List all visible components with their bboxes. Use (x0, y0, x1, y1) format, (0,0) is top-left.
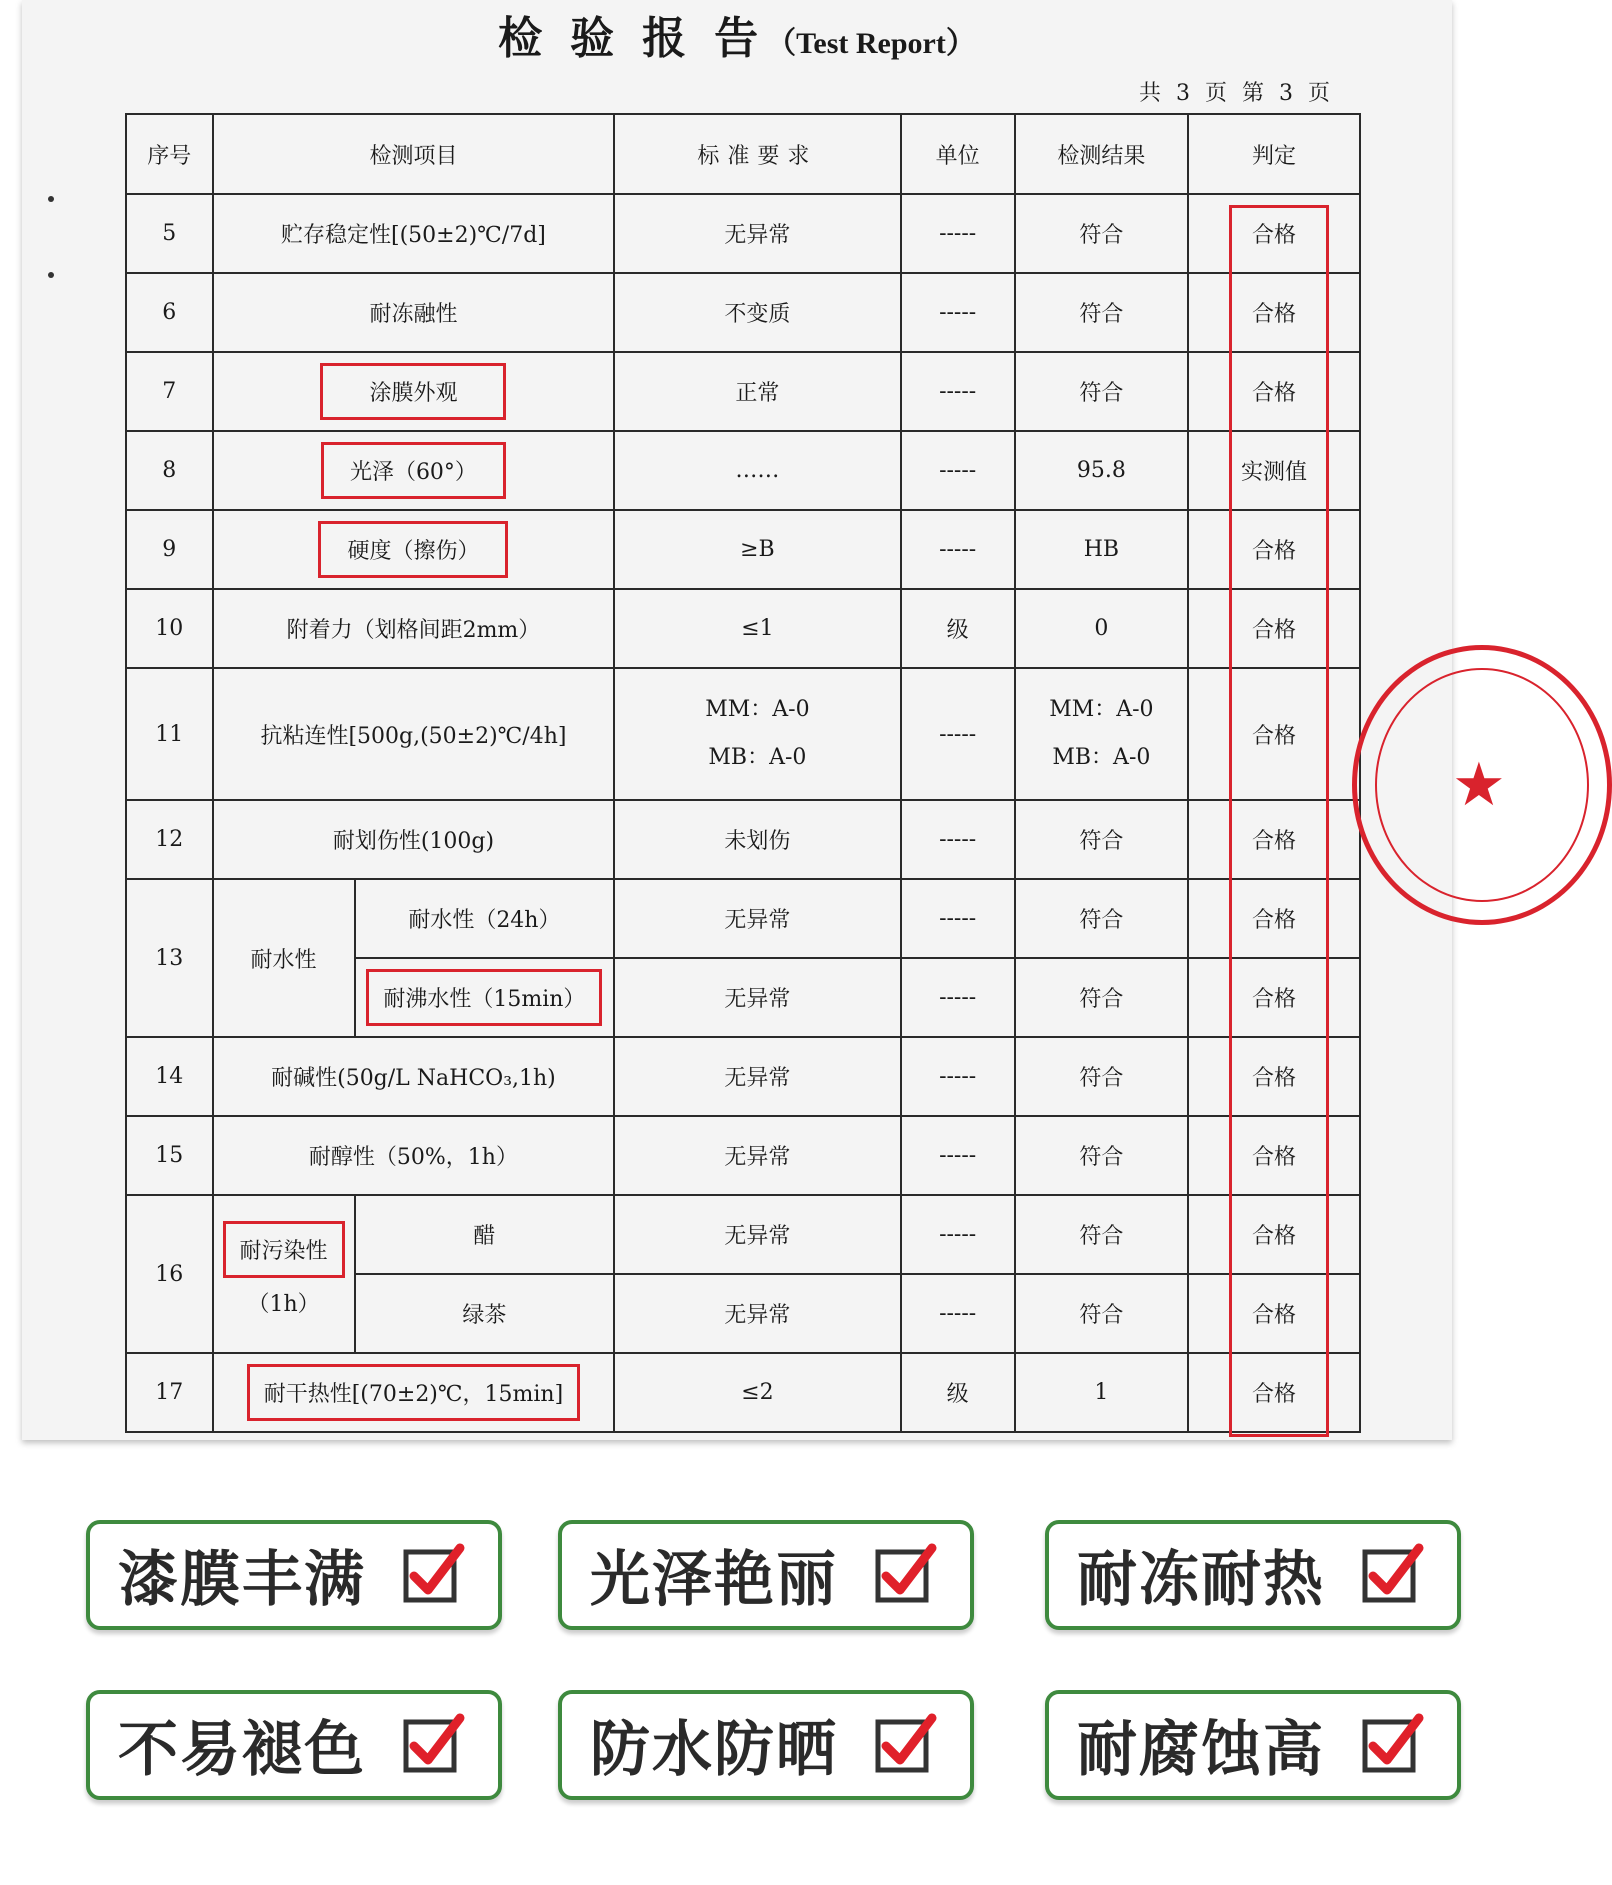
standard-cell: ≤1 (614, 589, 900, 668)
feature-badge (1045, 1520, 1461, 1630)
row-number: 13 (126, 879, 213, 1037)
test-group-sub: （1h） (247, 1292, 320, 1317)
row-number: 5 (126, 194, 213, 273)
header-unit: 单位 (901, 114, 1015, 194)
judgement-cell: 合格 (1188, 668, 1360, 800)
result-cell: 符合 (1015, 1195, 1188, 1274)
table-row (126, 431, 1360, 510)
judgement-cell: 合格 (1188, 589, 1360, 668)
test-item: 抗粘连性[500g,(50±2)℃/4h] (213, 668, 615, 800)
result-line: MB：A-0 (1052, 745, 1151, 770)
judgement-cell: 合格 (1188, 879, 1360, 958)
test-item (213, 510, 615, 589)
result-cell: 符合 (1015, 1116, 1188, 1195)
feature-badge (1045, 1690, 1461, 1800)
judgement-cell: 合格 (1188, 1116, 1360, 1195)
unit-cell: ----- (901, 510, 1015, 589)
standard-cell: 正常 (614, 352, 900, 431)
highlighted-item: 耐干热性[(70±2)℃，15min] (256, 1373, 571, 1412)
row-number: 15 (126, 1116, 213, 1195)
highlighted-item: 耐污染性 (232, 1230, 336, 1269)
unit-cell: ----- (901, 431, 1015, 510)
result-cell: 符合 (1015, 800, 1188, 879)
row-number: 16 (126, 1195, 213, 1353)
test-sub-item: 醋 (355, 1195, 615, 1274)
test-item (213, 1353, 615, 1432)
margin-dot (48, 272, 54, 278)
test-item (213, 352, 615, 431)
header-standard: 标准要求 (614, 114, 900, 194)
row-number: 7 (126, 352, 213, 431)
highlighted-item: 光泽（60°） (330, 451, 497, 490)
table-row (126, 273, 1360, 352)
result-cell: 0 (1015, 589, 1188, 668)
header-judgement: 判定 (1188, 114, 1360, 194)
unit-cell: 级 (901, 1353, 1015, 1432)
official-seal (1352, 645, 1612, 925)
judgement-cell: 合格 (1188, 1195, 1360, 1274)
standard-cell (614, 668, 900, 800)
standard-cell: ≥B (614, 510, 900, 589)
result-cell: 1 (1015, 1353, 1188, 1432)
margin-dot (48, 196, 54, 202)
row-number: 10 (126, 589, 213, 668)
unit-cell: ----- (901, 352, 1015, 431)
badge-label: 光泽艳丽 (590, 1545, 838, 1615)
report-table (125, 113, 1361, 1433)
test-item: 耐划伤性(100g) (213, 800, 615, 879)
header-result: 检测结果 (1015, 114, 1188, 194)
row-number: 11 (126, 668, 213, 800)
feature-badge (558, 1690, 974, 1800)
test-sub-item: 绿茶 (355, 1274, 615, 1353)
report-title (22, 2, 1452, 64)
standard-cell: 无异常 (614, 1195, 900, 1274)
table-row (126, 1195, 1360, 1274)
highlighted-item: 耐沸水性（15min） (375, 978, 593, 1017)
checkbox-checked-icon (1361, 1712, 1425, 1776)
unit-cell: ----- (901, 958, 1015, 1037)
feature-badge (86, 1690, 502, 1800)
result-cell: 95.8 (1015, 431, 1188, 510)
result-cell: 符合 (1015, 1037, 1188, 1116)
highlighted-item: 涂膜外观 (329, 372, 497, 411)
checkbox-checked-icon (402, 1712, 466, 1776)
checkbox-checked-icon (1361, 1542, 1425, 1606)
unit-cell: ----- (901, 194, 1015, 273)
test-item: 贮存稳定性[(50±2)℃/7d] (213, 194, 615, 273)
result-cell: 符合 (1015, 879, 1188, 958)
standard-cell: 无异常 (614, 1274, 900, 1353)
standard-cell: 无异常 (614, 1116, 900, 1195)
row-number: 9 (126, 510, 213, 589)
result-cell: 符合 (1015, 273, 1188, 352)
judgement-cell: 合格 (1188, 800, 1360, 879)
judgement-cell: 合格 (1188, 1353, 1360, 1432)
test-group: 耐水性 (213, 879, 355, 1037)
test-report-document (22, 0, 1506, 1440)
table-row (126, 1353, 1360, 1432)
table-row (126, 668, 1360, 800)
unit-cell: ----- (901, 1195, 1015, 1274)
report-title-cn: 检验报告 (498, 13, 787, 64)
checkbox-checked-icon (402, 1542, 466, 1606)
result-cell: 符合 (1015, 958, 1188, 1037)
test-sub-item (355, 958, 615, 1037)
seal-inner-ring (1375, 668, 1589, 902)
highlighted-item: 硬度（擦伤） (327, 530, 499, 569)
judgement-cell: 合格 (1188, 352, 1360, 431)
judgement-cell: 合格 (1188, 1274, 1360, 1353)
judgement-cell: 合格 (1188, 1037, 1360, 1116)
unit-cell: ----- (901, 800, 1015, 879)
unit-cell: ----- (901, 1274, 1015, 1353)
checkbox-checked-icon (874, 1712, 938, 1776)
checkbox-checked-icon (874, 1542, 938, 1606)
table-row (126, 352, 1360, 431)
unit-cell: ----- (901, 1037, 1015, 1116)
unit-cell: ----- (901, 879, 1015, 958)
standard-cell: ≤2 (614, 1353, 900, 1432)
standard-cell: 不变质 (614, 273, 900, 352)
judgement-cell: 合格 (1188, 510, 1360, 589)
row-number: 14 (126, 1037, 213, 1116)
test-sub-item: 耐水性（24h） (355, 879, 615, 958)
result-cell (1015, 668, 1188, 800)
badge-label: 防水防晒 (590, 1715, 838, 1785)
badge-label: 不易褪色 (118, 1715, 366, 1785)
row-number: 12 (126, 800, 213, 879)
test-item: 耐冻融性 (213, 273, 615, 352)
result-cell: HB (1015, 510, 1188, 589)
judgement-cell: 合格 (1188, 194, 1360, 273)
result-cell: 符合 (1015, 1274, 1188, 1353)
table-row (126, 589, 1360, 668)
page-info: 共 3 页 第 3 页 (1139, 81, 1334, 106)
table-row (126, 800, 1360, 879)
standard-cell: 无异常 (614, 879, 900, 958)
standard-cell: 无异常 (614, 1037, 900, 1116)
test-item: 耐碱性(50g/L NaHCO₃,1h) (213, 1037, 615, 1116)
judgement-cell: 合格 (1188, 273, 1360, 352)
feature-badge (86, 1520, 502, 1630)
seal-star-icon: ★ (1452, 750, 1506, 820)
unit-cell: ----- (901, 668, 1015, 800)
row-number: 17 (126, 1353, 213, 1432)
result-cell: 符合 (1015, 352, 1188, 431)
table-row (126, 510, 1360, 589)
badge-label: 耐冻耐热 (1077, 1545, 1325, 1615)
standard-cell: 无异常 (614, 958, 900, 1037)
result-line: MM：A-0 (1049, 697, 1154, 722)
feature-badge (558, 1520, 974, 1630)
standard-line: MM：A-0 (705, 697, 810, 722)
badge-label: 耐腐蚀高 (1077, 1715, 1325, 1785)
result-cell: 符合 (1015, 194, 1188, 273)
row-number: 8 (126, 431, 213, 510)
test-item: 附着力（划格间距2mm） (213, 589, 615, 668)
unit-cell: ----- (901, 273, 1015, 352)
unit-cell: ----- (901, 1116, 1015, 1195)
header-no: 序号 (126, 114, 213, 194)
standard-cell: 未划伤 (614, 800, 900, 879)
table-header-row (126, 114, 1360, 194)
standard-cell: …… (614, 431, 900, 510)
table-row (126, 1037, 1360, 1116)
test-item (213, 431, 615, 510)
table-row (126, 1116, 1360, 1195)
unit-cell: 级 (901, 589, 1015, 668)
test-group (213, 1195, 355, 1353)
table-row (126, 194, 1360, 273)
header-item: 检测项目 (213, 114, 615, 194)
table-row (126, 879, 1360, 958)
standard-line: MB：A-0 (708, 745, 807, 770)
row-number: 6 (126, 273, 213, 352)
badge-label: 漆膜丰满 (118, 1545, 366, 1615)
judgement-cell: 实测值 (1188, 431, 1360, 510)
standard-cell: 无异常 (614, 194, 900, 273)
report-title-en: （Test Report） (766, 27, 976, 60)
test-item: 耐醇性（50%，1h） (213, 1116, 615, 1195)
judgement-cell: 合格 (1188, 958, 1360, 1037)
